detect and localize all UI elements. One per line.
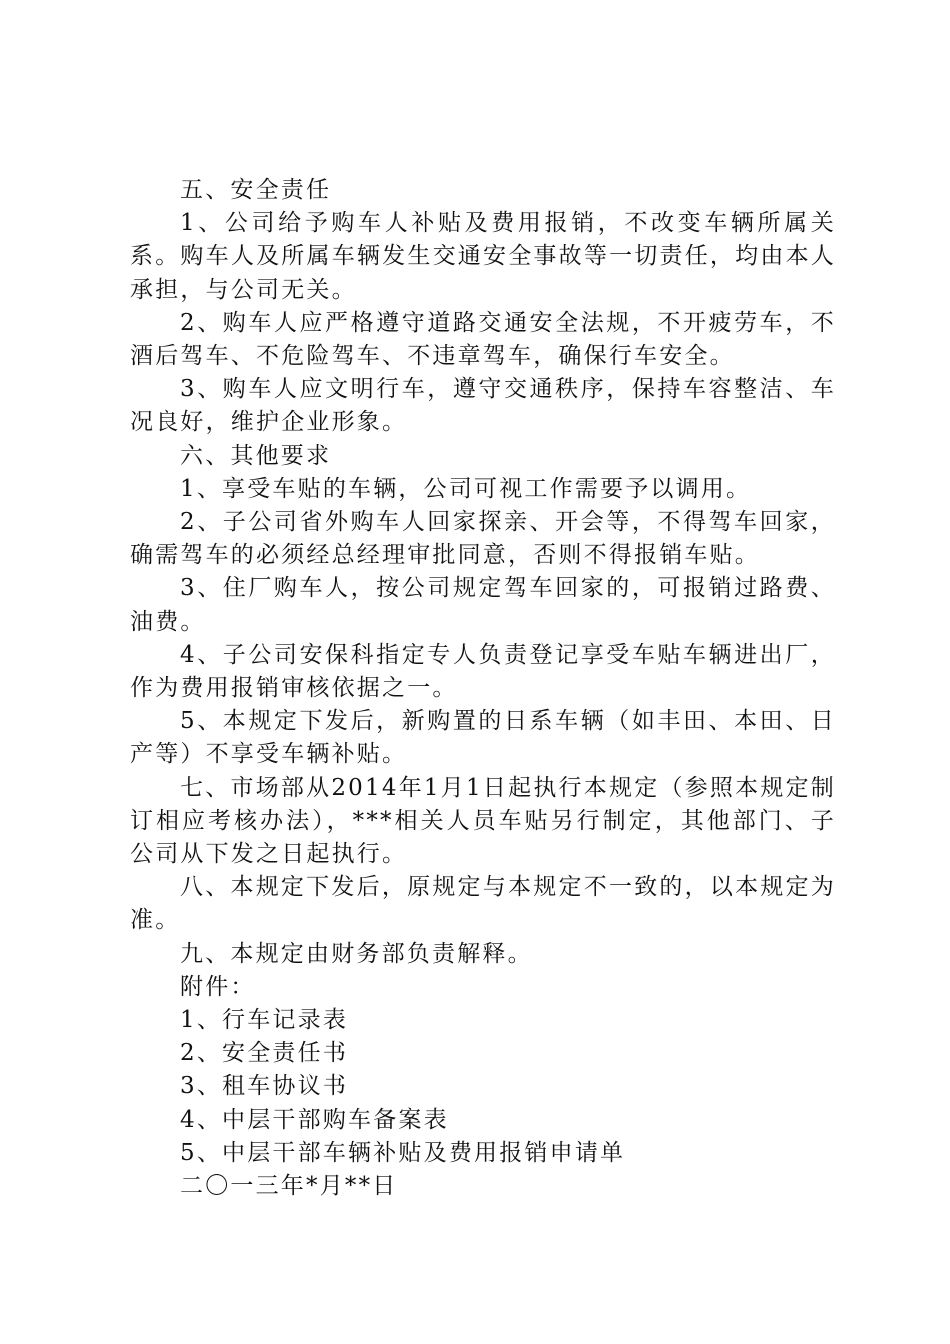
paragraph: 5、本规定下发后，新购置的日系车辆（如丰田、本田、日产等）不享受车辆补贴。 — [130, 708, 836, 768]
section-heading-other-requirements: 六、其他要求 — [180, 442, 332, 469]
attachment-item: 1、行车记录表 — [180, 1007, 349, 1034]
paragraph: 1、公司给予购车人补贴及费用报销，不改变车辆所属关系。购车人及所属车辆发生交通安全事故等一切责任，均由本人承担，与公司无关。 — [130, 210, 836, 303]
paragraph: 3、住厂购车人，按公司规定驾车回家的，可报销过路费、油费。 — [130, 575, 836, 635]
paragraph-interpretation: 九、本规定由财务部负责解释。 — [180, 940, 533, 967]
paragraph: 1、享受车贴的车辆，公司可视工作需要予以调用。 — [180, 475, 752, 502]
document-date: 二〇一三年*月**日 — [180, 1173, 398, 1200]
attachment-item: 2、安全责任书 — [180, 1040, 349, 1067]
paragraph-precedence: 八、本规定下发后，原规定与本规定不一致的，以本规定为准。 — [130, 874, 836, 934]
paragraph: 2、购车人应严格遵守道路交通安全法规，不开疲劳车，不酒后驾车、不危险驾车、不违章驾车，确保行车安全。 — [130, 309, 836, 370]
attachment-item: 5、中层干部车辆补贴及费用报销申请单 — [180, 1139, 626, 1166]
document-body — [130, 174, 836, 1203]
paragraph: 2、子公司省外购车人回家探亲、开会等，不得驾车回家，确需驾车的必须经总经理审批同意，否则不得报销车贴。 — [130, 509, 836, 569]
section-heading-safety: 五、安全责任 — [180, 177, 332, 203]
attachments-heading: 附件： — [180, 973, 256, 1000]
attachment-item: 3、租车协议书 — [180, 1073, 349, 1100]
paragraph-effective-date: 七、市场部从2014年1月1日起执行本规定（参照本规定制订相应考核办法），***相关人员车贴另行制定，其他部门、子公司从下发之日起执行。 — [130, 774, 836, 868]
attachment-item: 4、中层干部购车备案表 — [180, 1106, 449, 1133]
paragraph: 4、子公司安保科指定专人负责登记享受车贴车辆进出厂，作为费用报销审核依据之一。 — [130, 641, 836, 702]
paragraph: 3、购车人应文明行车，遵守交通秩序，保持车容整洁、车况良好，维护企业形象。 — [130, 376, 836, 436]
